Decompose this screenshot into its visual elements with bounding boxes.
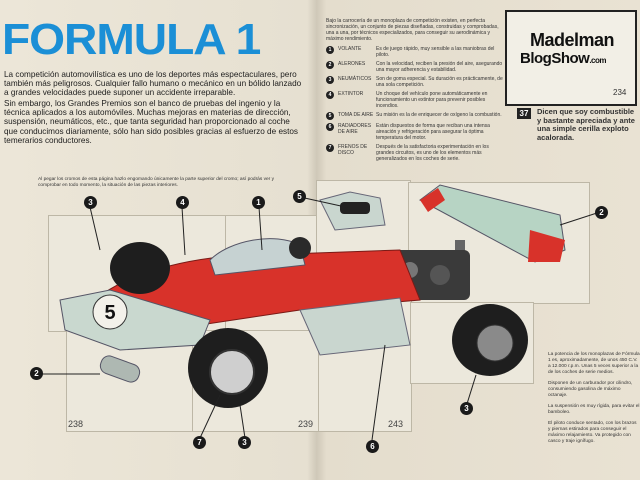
legend-desc: Con la velocidad, reciben la presión del aire, asegurando una mayor adherencia y estabilidad. (376, 61, 503, 73)
legend-term: ALERONES (338, 61, 366, 67)
side-notes (548, 352, 640, 450)
legend-term: NEUMÁTICOS (338, 76, 372, 82)
legend-num: 1 (326, 46, 334, 54)
legend-term: TOMA DE AIRE (338, 112, 374, 118)
page-number-top: 234 (613, 88, 627, 97)
callout-marker: 5 (293, 190, 306, 203)
legend-num: 4 (326, 91, 334, 99)
callout-marker: 7 (193, 436, 206, 449)
callout-marker: 2 (30, 367, 43, 380)
side-note: Disponen de un carburador por cilindro, consumiendo gasolina de máximo octanaje. (548, 380, 633, 398)
card-page-number: 239 (298, 419, 314, 429)
legend-desc: Después de la satisfactoria experimentación en los grandes circuitos, es uno de los elementos más generalizados en los coches de serie. (376, 144, 489, 162)
callout-marker: 6 (366, 440, 379, 453)
intro-paragraph-1: La competición automovilística es uno de los deportes más espectaculares, pero también más peligrosos. Cualquier fallo humano o mecánico en un bólido lanzado a grandes velocidades puede suponer un accidente irreparable. (4, 70, 302, 98)
card-page-number: 238 (68, 419, 84, 429)
card-page-number: 243 (388, 419, 404, 429)
legend-desc: Son de goma especial. Su duración es prácticamente, de una sola competición. (376, 76, 503, 88)
legend-desc: Su misión es la de enriquecer de oxígeno la combustión. (376, 112, 502, 118)
side-note: La suspensión es muy rígida, para evitar el bamboleo. (548, 403, 640, 415)
callout-marker: 4 (176, 196, 189, 209)
callout-marker: 2 (595, 206, 608, 219)
callout-marker: 1 (252, 196, 265, 209)
page-title: FORMULA 1 (2, 15, 261, 64)
callout-marker: 3 (84, 196, 97, 209)
car-number: 5 (104, 302, 116, 324)
legend-term: EXTINTOR (338, 91, 364, 97)
legend-desc: Un choque del vehículo pone automáticamente en funcionamiento un extintor para prevenir posibles incendios. (376, 91, 488, 109)
sticker-riddle-number: 37 (517, 108, 531, 119)
legend-desc: Están dispuestos de forma que reciban una intensa aireación y refrigeración para asegurar la óptima temperatura del motor. (376, 123, 490, 141)
intro-paragraph-2: Sin embargo, los Grandes Premios son el banco de pruebas del ingenio y la técnica aplicados a los automóviles. Muchas mejoras en materias de dirección, suspensión, neumáticos, etc., que tanta seguridad han proporcionado al coche que conducimos diariamente, sólo han sido posibles gracias al esfuerzo de estos temerarios conductores. (4, 99, 299, 145)
watermark-line-1: Madelman (530, 30, 615, 50)
callout-marker: 3 (238, 436, 251, 449)
side-note: La potencia de los monoplazas de Fórmula 1 es, aproximadamente, de unos 450 C.V. a 12.000 r.p.m. Unas 5 veces superior a la de los coches de serie medios. (548, 352, 640, 375)
legend-desc: Es de juego rápido, muy sensible a las maniobras del piloto. (376, 46, 495, 58)
legend-num: 5 (326, 112, 334, 120)
watermark-name: BlogShow (520, 50, 590, 67)
sticker-instructions: Al pegar los cromos de esta página hazlo engomando únicamente la parte superior del cromo; así podrás ver y comprobar en todo momento, la situación de las piezas interiores. (38, 177, 274, 188)
legend-num: 6 (326, 123, 334, 131)
legend-num: 7 (326, 144, 334, 152)
callout-marker: 3 (460, 402, 473, 415)
side-note: El piloto conduce sentado, con los brazos y piernas estirados para conseguir el máximo relajamiento. Va protegido con casco y traje ignífugo. (548, 420, 637, 444)
watermark-suffix: .com (589, 56, 606, 65)
legend-term: FRENOS DE DISCO (338, 144, 368, 156)
legend-num: 2 (326, 61, 334, 69)
legend-num: 3 (326, 76, 334, 84)
legend-intro: Bajo la carrocería de un monoplaza de competición existen, en perfecta sincronización, un conjunto de piezas diseñadas, construidas y comprobadas, una a una, por técnicos especializados, para conseguir su aerodinámica y máximo rendimiento. (326, 18, 499, 42)
sticker-riddle: Dicen que soy combustible y bastante apreciada y ante una simple cerilla exploto acalorada. (537, 107, 635, 142)
legend-term: RADIADORES DE AIRE (338, 123, 372, 135)
legend-term: VOLANTE (338, 46, 362, 52)
